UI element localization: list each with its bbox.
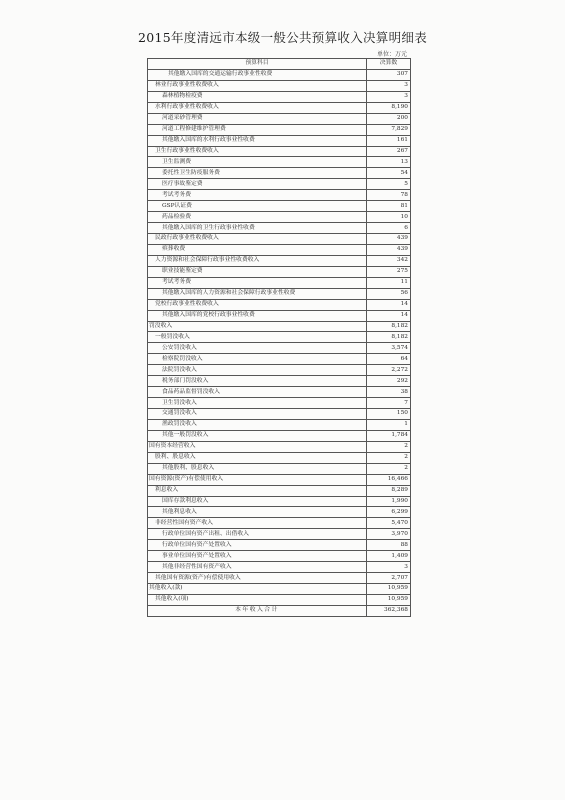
row-amount: 292	[367, 376, 411, 387]
row-subject: 考试考务费	[148, 277, 367, 288]
row-amount: 161	[367, 135, 411, 146]
row-subject: 一般罚没收入	[148, 332, 367, 343]
row-subject: 委托性卫生防疫服务费	[148, 168, 367, 179]
row-subject: 考试考务费	[148, 190, 367, 201]
row-subject: 其他缴入国库的党校行政事业性收费	[148, 310, 367, 321]
row-subject: 其他缴入国库的水利行政事业性收费	[148, 135, 367, 146]
table-row	[148, 496, 411, 507]
row-subject: 林业行政事业性收费收入	[148, 80, 367, 91]
table-row	[148, 113, 411, 124]
budget-table	[147, 58, 411, 617]
row-subject: 卫生行政事业性收费收入	[148, 146, 367, 157]
row-subject: 森林植物检疫费	[148, 91, 367, 102]
table-row	[148, 573, 411, 584]
row-amount: 3	[367, 562, 411, 573]
table-row	[148, 124, 411, 135]
table-row	[148, 430, 411, 441]
row-subject: 卫生监测费	[148, 157, 367, 168]
row-subject: 河道工程修建维护管理费	[148, 124, 367, 135]
table-row	[148, 343, 411, 354]
total-label: 本年收入合计	[148, 605, 367, 616]
row-subject: 河道采砂管理费	[148, 113, 367, 124]
table-row	[148, 310, 411, 321]
row-amount: 10,959	[367, 584, 411, 595]
row-subject: 利息收入	[148, 485, 367, 496]
row-subject: 国库存款利息收入	[148, 496, 367, 507]
row-amount: 14	[367, 299, 411, 310]
table-row	[148, 419, 411, 430]
table-row	[148, 376, 411, 387]
total-row	[148, 605, 411, 616]
row-amount: 3	[367, 80, 411, 91]
row-subject: 党校行政事业性收费收入	[148, 299, 367, 310]
row-amount: 14	[367, 310, 411, 321]
table-row	[148, 277, 411, 288]
row-subject: 税务部门罚没收入	[148, 376, 367, 387]
table-row	[148, 354, 411, 365]
table-row	[148, 332, 411, 343]
row-amount: 5,470	[367, 518, 411, 529]
amount-column-header: 决算数	[367, 59, 411, 70]
row-amount: 2,707	[367, 573, 411, 584]
row-amount: 64	[367, 354, 411, 365]
row-amount: 8,182	[367, 321, 411, 332]
row-subject: 股利、股息收入	[148, 452, 367, 463]
row-amount: 16,466	[367, 474, 411, 485]
row-amount: 307	[367, 69, 411, 80]
table-body	[148, 69, 411, 605]
row-amount: 2	[367, 463, 411, 474]
row-amount: 3,574	[367, 343, 411, 354]
row-amount: 439	[367, 244, 411, 255]
table-row	[148, 288, 411, 299]
row-amount: 81	[367, 201, 411, 212]
table-row	[148, 146, 411, 157]
row-subject: 药品检验费	[148, 212, 367, 223]
table-row	[148, 321, 411, 332]
row-subject: 公安罚没收入	[148, 343, 367, 354]
table-row	[148, 190, 411, 201]
table-row	[148, 529, 411, 540]
row-subject: 民政行政事业性收费收入	[148, 234, 367, 245]
row-amount: 3,970	[367, 529, 411, 540]
table-row	[148, 135, 411, 146]
row-subject: 非经营性国有资产收入	[148, 518, 367, 529]
row-amount: 78	[367, 190, 411, 201]
table-row	[148, 507, 411, 518]
table-row	[148, 365, 411, 376]
row-subject: 法院罚没收入	[148, 365, 367, 376]
row-subject: 国有资源(资产)有偿使用收入	[148, 474, 367, 485]
row-amount: 54	[367, 168, 411, 179]
table-row	[148, 387, 411, 398]
row-amount: 1,784	[367, 430, 411, 441]
row-subject: 罚没收入	[148, 321, 367, 332]
table-row	[148, 452, 411, 463]
row-amount: 5	[367, 179, 411, 190]
table-row	[148, 80, 411, 91]
row-subject: 渔政罚没收入	[148, 419, 367, 430]
unit-label: 单位：万元	[376, 51, 407, 58]
row-amount: 342	[367, 255, 411, 266]
row-amount: 200	[367, 113, 411, 124]
row-amount: 6,299	[367, 507, 411, 518]
row-subject: 其他收入(项)	[148, 594, 367, 605]
row-amount: 2	[367, 452, 411, 463]
row-amount: 6	[367, 223, 411, 234]
table-row	[148, 91, 411, 102]
row-subject: 行政单位国有资产出租、出借收入	[148, 529, 367, 540]
page-title: 2015年度清远市本级一般公共预算收入决算明细表	[137, 30, 427, 45]
row-subject: GSP认证费	[148, 201, 367, 212]
total-value: 362,368	[367, 605, 411, 616]
table-row	[148, 551, 411, 562]
table-row	[148, 518, 411, 529]
row-amount: 267	[367, 146, 411, 157]
table-row	[148, 266, 411, 277]
row-amount: 3	[367, 91, 411, 102]
row-amount: 2	[367, 441, 411, 452]
table-row	[148, 562, 411, 573]
row-amount: 1,990	[367, 496, 411, 507]
row-subject: 其他国有资源(资产)有偿使用收入	[148, 573, 367, 584]
table-row	[148, 584, 411, 595]
row-subject: 国有资本经营收入	[148, 441, 367, 452]
table-row	[148, 157, 411, 168]
row-subject: 事业单位国有资产处置收入	[148, 551, 367, 562]
row-subject: 卫生罚没收入	[148, 398, 367, 409]
row-subject: 其他一般罚没收入	[148, 430, 367, 441]
table-row	[148, 485, 411, 496]
row-amount: 7,829	[367, 124, 411, 135]
row-amount: 150	[367, 409, 411, 420]
table-row	[148, 179, 411, 190]
row-subject: 其他缴入国库的卫生行政事业性收费	[148, 223, 367, 234]
table-row	[148, 212, 411, 223]
row-subject: 职业技能鉴定费	[148, 266, 367, 277]
row-amount: 10	[367, 212, 411, 223]
table-row	[148, 441, 411, 452]
row-amount: 10,959	[367, 594, 411, 605]
row-amount: 8,190	[367, 102, 411, 113]
row-subject: 其他缴入国库的交通运输行政事业性收费	[148, 69, 367, 80]
row-subject: 检察院罚没收入	[148, 354, 367, 365]
table-row	[148, 474, 411, 485]
row-amount: 13	[367, 157, 411, 168]
row-subject: 其他利息收入	[148, 507, 367, 518]
row-subject: 医疗事故鉴定费	[148, 179, 367, 190]
row-subject: 交通罚没收入	[148, 409, 367, 420]
row-subject: 其他缴入国库的人力资源和社会保障行政事业性收费	[148, 288, 367, 299]
row-subject: 其他非经营性国有资产收入	[148, 562, 367, 573]
table-row	[148, 398, 411, 409]
row-subject: 其他收入(款)	[148, 584, 367, 595]
row-amount: 1,409	[367, 551, 411, 562]
row-amount: 439	[367, 234, 411, 245]
table-row	[148, 244, 411, 255]
table-row	[148, 409, 411, 420]
table-row	[148, 168, 411, 179]
row-amount: 11	[367, 277, 411, 288]
row-amount: 1	[367, 419, 411, 430]
row-subject: 人力资源和社会保障行政事业性收费收入	[148, 255, 367, 266]
row-amount: 7	[367, 398, 411, 409]
table-row	[148, 255, 411, 266]
row-subject: 水利行政事业性收费收入	[148, 102, 367, 113]
table-row	[148, 223, 411, 234]
table-row	[148, 234, 411, 245]
row-amount: 2,272	[367, 365, 411, 376]
subject-column-header: 预算科目	[148, 59, 367, 70]
table-row	[148, 463, 411, 474]
row-amount: 88	[367, 540, 411, 551]
row-amount: 8,289	[367, 485, 411, 496]
table-row	[148, 540, 411, 551]
table-row	[148, 69, 411, 80]
row-subject: 其他股利、股息收入	[148, 463, 367, 474]
table-row	[148, 594, 411, 605]
row-amount: 8,182	[367, 332, 411, 343]
row-subject: 殡葬收费	[148, 244, 367, 255]
row-subject: 行政单位国有资产处置收入	[148, 540, 367, 551]
table-row	[148, 201, 411, 212]
row-amount: 38	[367, 387, 411, 398]
table-header-row	[148, 59, 411, 70]
table-row	[148, 102, 411, 113]
table-row	[148, 299, 411, 310]
row-subject: 食品药品监督罚没收入	[148, 387, 367, 398]
row-amount: 56	[367, 288, 411, 299]
row-amount: 275	[367, 266, 411, 277]
